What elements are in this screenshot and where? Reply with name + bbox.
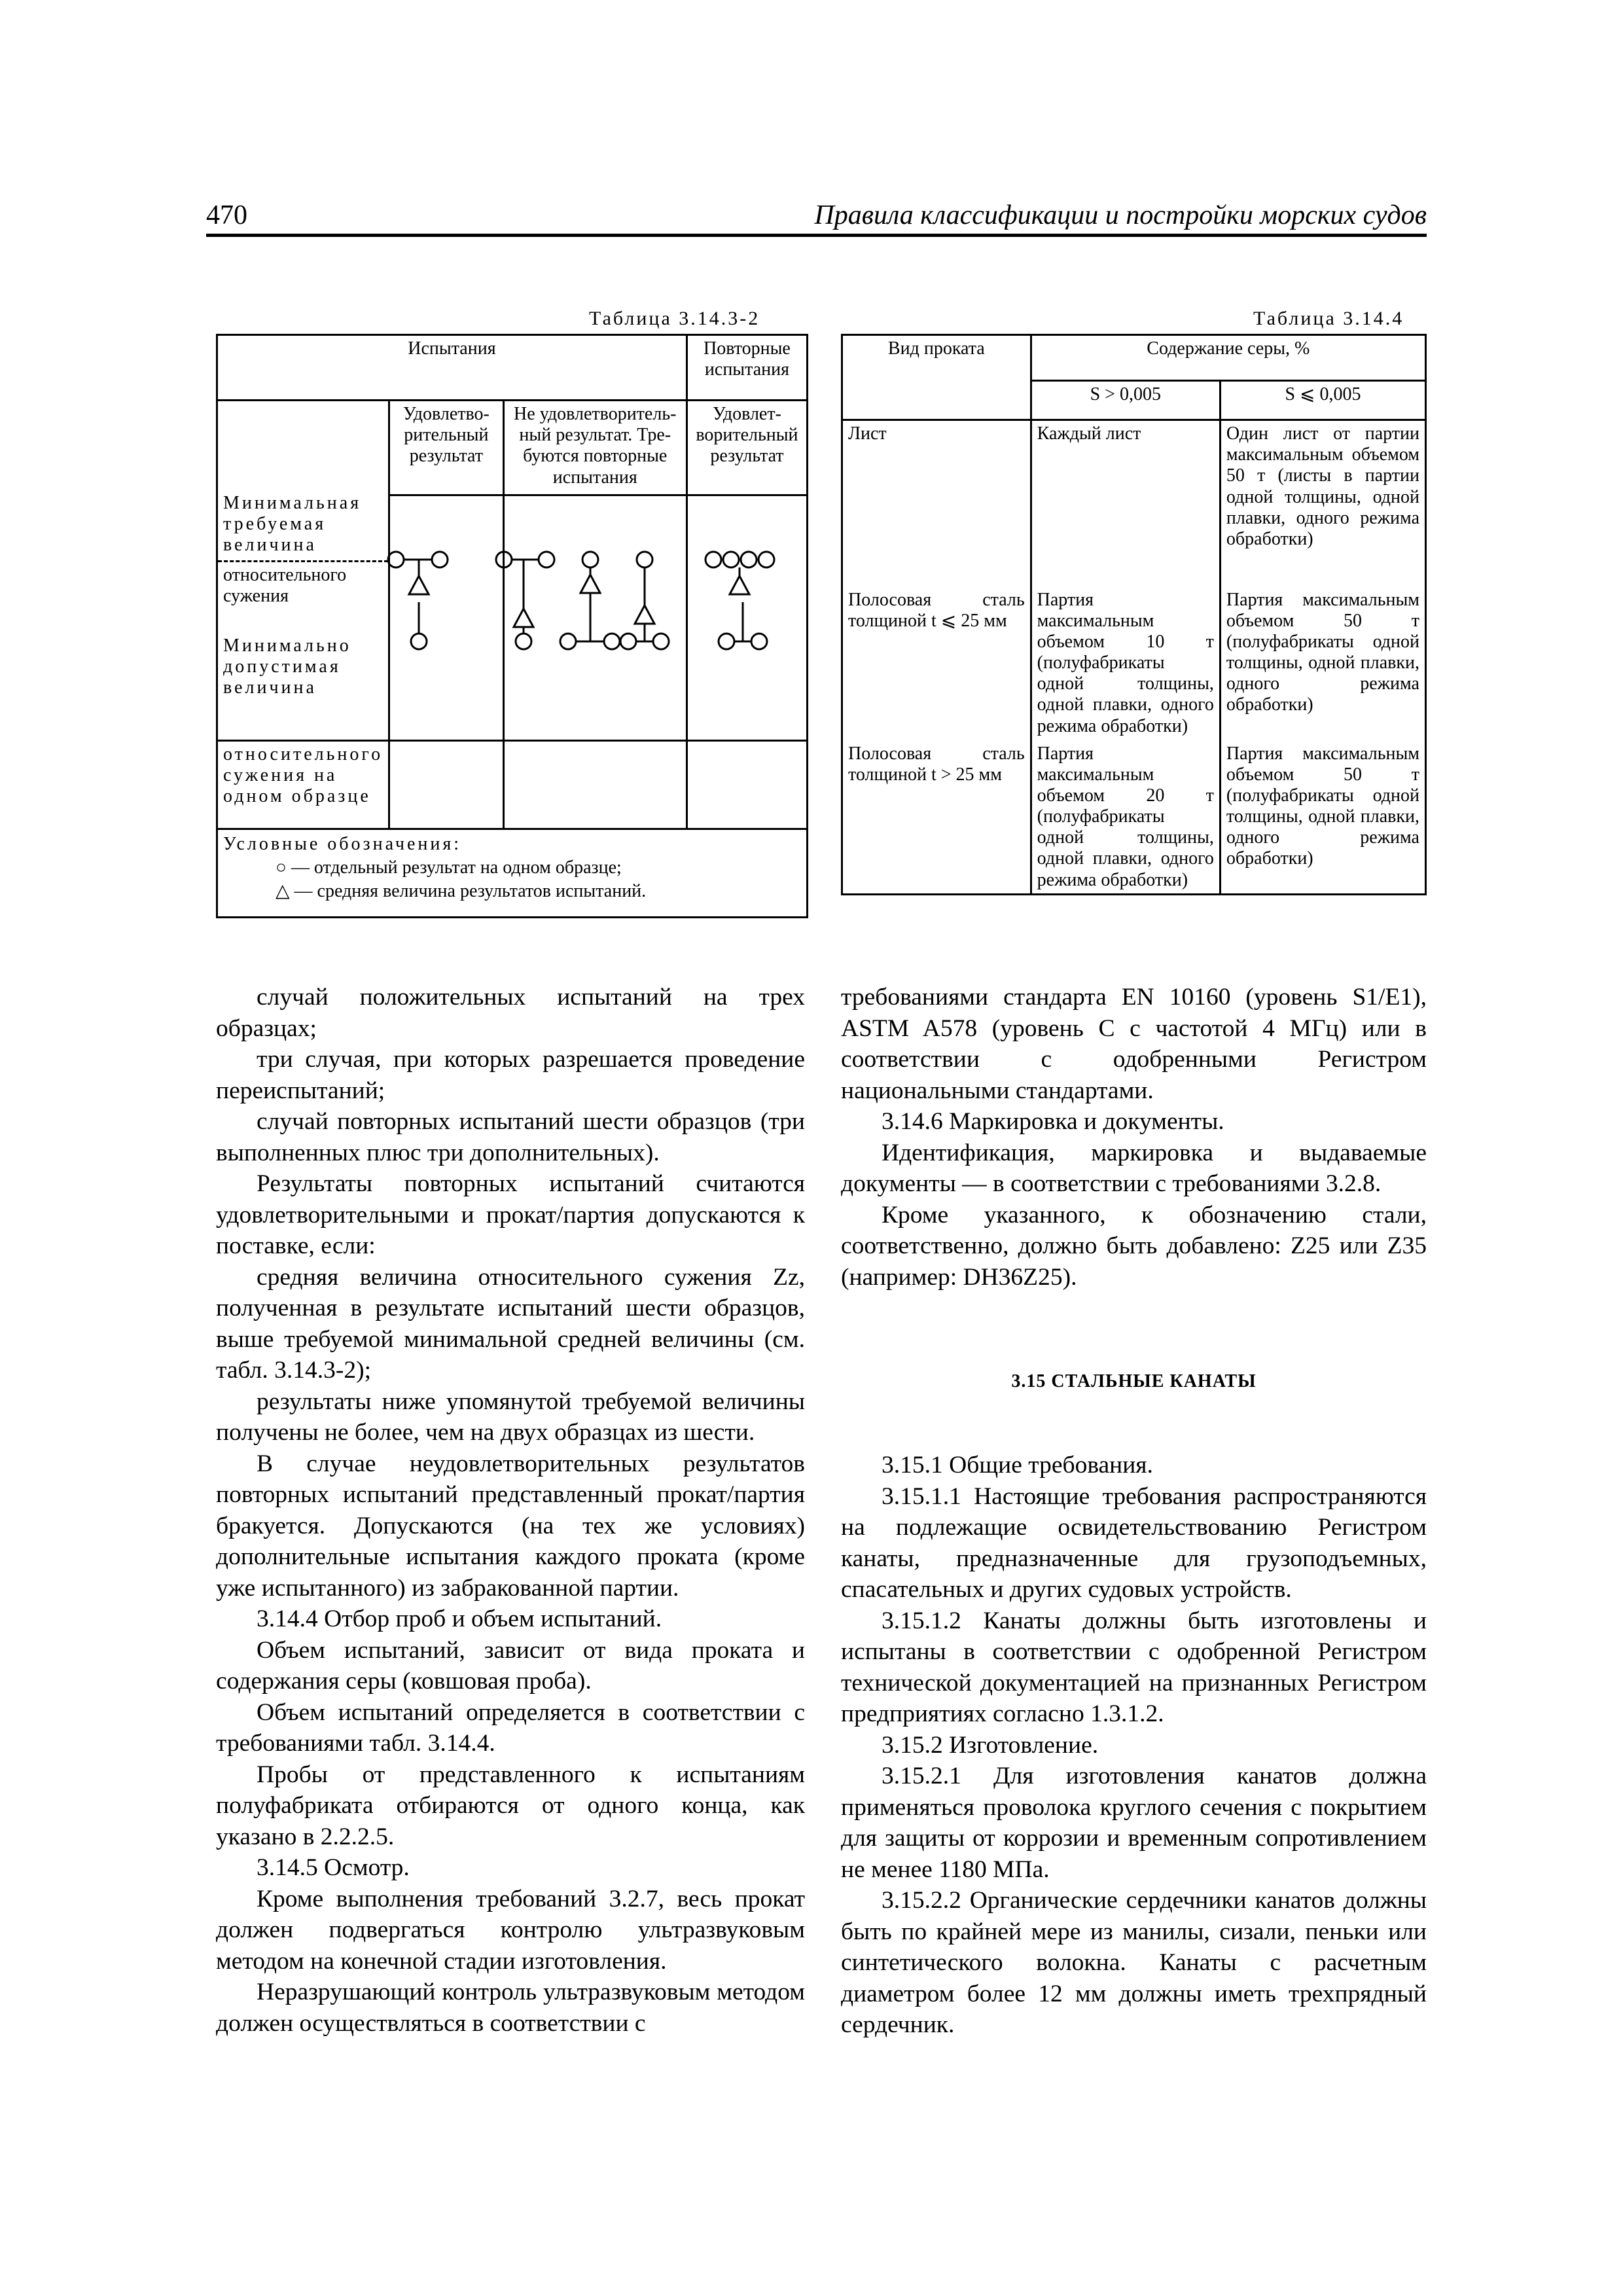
running-title: Правила классификации и постройки морских судов	[814, 200, 1427, 230]
table1-sub-repeat-satisfactory: Удовлет-ворительный результат	[687, 401, 807, 495]
paragraph: Идентификация, маркировка и выдаваемые документы — в соответствии с требованиями 3.2.8.	[841, 1139, 1427, 1197]
legend-triangle-text: — средняя величина результатов испытаний.	[294, 881, 647, 901]
paragraph: Результаты повторных испытаний считаются удовлетворительными и прокат/партия допускаются к поставке, если:	[216, 1170, 805, 1259]
table2-row1-le: Партия максимальным объемом 50 т (полуфабрикаты одной толщины, одной плавки, одного режима обработки)	[1220, 587, 1425, 741]
paragraph: 3.15.2.2 Органические сердечники канатов должны быть по крайней мере из манилы, сизали, пеньки или синтетического волокна. Канаты с расчетным диаметром более 12 мм должны иметь трехпрядный сердечник.	[841, 1887, 1427, 2038]
table1-row4-label: относительного сужения на одном образце	[217, 741, 389, 829]
table1-blank	[217, 401, 389, 741]
left-column	[216, 982, 805, 2039]
table1	[216, 334, 808, 918]
page-number: 470	[206, 200, 247, 230]
table2-sub-le: S ⩽ 0,005	[1220, 381, 1425, 420]
right-column-top	[841, 982, 1427, 1293]
table2-row0-gt: Каждый лист	[1031, 420, 1220, 587]
table1-head-repeat: Повторные испытания	[687, 335, 807, 401]
paragraph: Объем испытаний, зависит от вида проката и содержания серы (ковшовая проба).	[216, 1636, 805, 1695]
table2	[841, 334, 1427, 895]
header-rule	[206, 234, 1427, 237]
subsection-heading: 3.14.6 Маркировка и документы.	[882, 1108, 1224, 1135]
paragraph: Неразрушающий контроль ультразвуковым методом должен осуществляться в соответствии с	[216, 1979, 805, 2037]
subsection-heading: 3.14.5 Осмотр.	[257, 1854, 410, 1881]
table1-row3-label: Минимально допустимая величина	[223, 635, 351, 698]
paragraph: Объем испытаний определяется в соответствии с требованиями табл. 3.14.4.	[216, 1698, 805, 1757]
legend-title: Условные обозначения:	[223, 834, 462, 854]
table1-row1-label: Минимальная требуемая величина	[223, 493, 362, 556]
table2-row2-gt: Партия максимальным объемом 20 т (полуфабрикаты одной толщины, одной плавки, одного режима обработки)	[1031, 741, 1220, 895]
table2-row0-type: Лист	[842, 420, 1031, 587]
paragraph: 3.15.1.2 Канаты должны быть изготовлены и испытаны в соответствии с одобренной Регистром технической документацией на признанных Регистром предприятиях согласно 1.3.1.2.	[841, 1607, 1427, 1727]
paragraph: Кроме указанного, к обозначению стали, соответственно, должно быть добавлено: Z25 или Z35 (например: DH36Z25).	[841, 1201, 1427, 1291]
paragraph: Пробы от представленного к испытаниям полуфабриката отбираются от одного конца, как указано в 2.2.2.5.	[216, 1761, 805, 1850]
subsection-heading: 3.15.2 Изготовление.	[882, 1731, 1099, 1759]
paragraph: результаты ниже упомянутой требуемой величины получены не более, чем на двух образцах из шести.	[216, 1388, 805, 1446]
paragraph: Кроме выполнения требований 3.2.7, весь прокат должен подвергаться контролю ультразвуковым методом на конечной стадии изготовления.	[216, 1885, 805, 1975]
table2-row2-type: Полосовая сталь толщиной t > 25 мм	[842, 741, 1031, 895]
paragraph: 3.15.2.1 Для изготовления канатов должна применяться проволока круглого сечения с покрытием для защиты от коррозии и временным сопротивлением не менее 1180 МПа.	[841, 1763, 1427, 1883]
circle-icon: ○	[276, 857, 287, 878]
table1-cell-repeat	[687, 495, 807, 741]
table1-sub-unsatisfactory: Не удовлетворитель-ный результат. Тре-буются повторные испытания	[503, 401, 687, 495]
table2-sub-gt: S > 0,005	[1031, 381, 1220, 420]
table1-row2-label: относительного сужения	[218, 560, 388, 609]
table1-empty-cell	[503, 741, 687, 829]
table2-row0-le: Один лист от партии максимальным объемом 50 т (листы в партии одной толщины, одной плавки, одного режима обработки)	[1220, 420, 1425, 587]
right-column-bottom	[841, 1450, 1427, 2041]
table2-row2-le: Партия максимальным объемом 50 т (полуфабрикаты одной толщины, одной плавки, одного режима обработки)	[1220, 741, 1425, 895]
paragraph: случай повторных испытаний шести образцов (три выполненных плюс три дополнительных).	[216, 1108, 805, 1166]
table2-caption: Таблица 3.14.4	[1253, 308, 1404, 329]
legend-circle-text: — отдельный результат на одном образце;	[291, 857, 622, 878]
paragraph: В случае неудовлетворительных результатов повторных испытаний представленный прокат/партия бракуется. Допускаются (на тех же условиях) дополнительные испытания каждого проката (кроме уже испытанного) из забракованной партии.	[216, 1450, 805, 1602]
paragraph: случай положительных испытаний на трех образцах;	[216, 984, 805, 1042]
table2-head-type: Вид проката	[842, 335, 1031, 420]
table1-cell-unsatisfactory	[503, 495, 687, 741]
legend-circle-row	[223, 856, 801, 880]
table1-cell-satisfactory	[389, 495, 503, 741]
section-heading: 3.15 СТАЛЬНЫЕ КАНАТЫ	[1011, 1371, 1257, 1391]
table1-caption: Таблица 3.14.3-2	[589, 308, 760, 329]
paragraph: три случая, при которых разрешается проведение переиспытаний;	[216, 1046, 805, 1104]
paragraph: 3.15.1.1 Настоящие требования распространяются на подлежащие освидетельствованию Регистром канаты, предназначенные для грузоподъемных, спасательных и других судовых устройств.	[841, 1482, 1427, 1603]
subsection-heading: 3.15.1 Общие требования.	[882, 1452, 1153, 1479]
table1-head-tests: Испытания	[217, 335, 687, 401]
table2-row1-gt: Партия максимальным объемом 10 т (полуфабрикаты одной толщины, одной плавки, одного режима обработки)	[1031, 587, 1220, 741]
table2-head-sulfur: Содержание серы, %	[1031, 335, 1425, 381]
subsection-heading: 3.14.4 Отбор проб и объем испытаний.	[257, 1605, 662, 1632]
legend-triangle-row	[223, 880, 801, 903]
paragraph: средняя величина относительного сужения Zz, полученная в результате испытаний шести образцов, выше требуемой минимальной средней величины (см. табл. 3.14.3-2);	[216, 1263, 805, 1384]
table1-legend	[217, 829, 808, 918]
triangle-icon: △	[276, 881, 290, 901]
table2-row1-type: Полосовая сталь толщиной t ⩽ 25 мм	[842, 587, 1031, 741]
table1-empty-cell	[389, 741, 503, 829]
table1-sub-satisfactory: Удовлетво-рительный результат	[389, 401, 503, 495]
table1-empty-cell	[687, 741, 807, 829]
paragraph: требованиями стандарта EN 10160 (уровень S1/E1), ASTM A578 (уровень С с частотой 4 МГц) или в соответствии с одобренными Регистром национальными стандартами.	[841, 984, 1427, 1104]
